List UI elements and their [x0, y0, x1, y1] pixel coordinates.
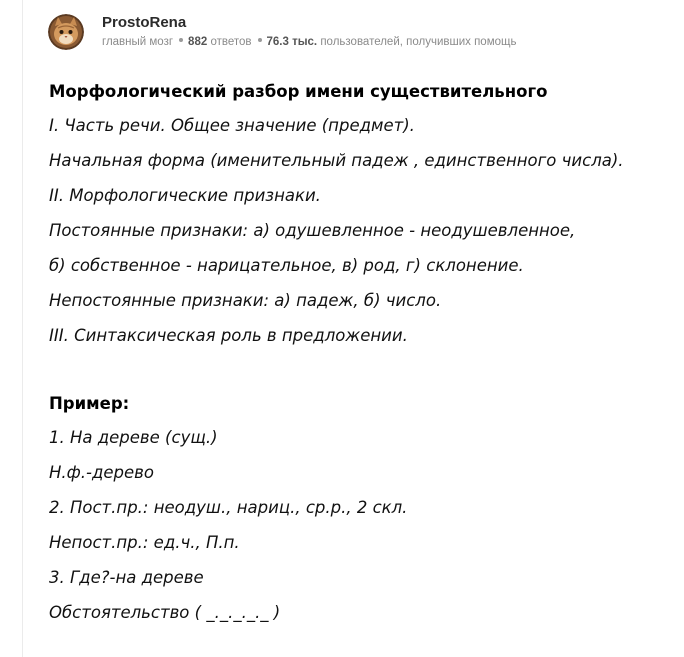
helped-count: 76.3 тыс.: [266, 35, 318, 48]
example-line: 2. Пост.пр.: неодуш., нариц., ср.р., 2 скл.: [49, 498, 408, 517]
example-line: Непост.пр.: ед.ч., П.п.: [49, 533, 240, 552]
answer-heading: Морфологический разбор имени существительного: [49, 82, 548, 101]
separator-dot: [179, 38, 183, 42]
separator-dot: [258, 38, 262, 42]
answer-author-header: [48, 14, 516, 50]
answers-count: 882: [188, 35, 208, 48]
author-rank: главный мозг: [102, 35, 174, 48]
answer-body: [49, 76, 669, 630]
answer-line: III. Синтаксическая роль в предложении.: [49, 326, 408, 345]
example-line: Н.ф.-дерево: [49, 463, 154, 482]
avatar[interactable]: [48, 14, 84, 50]
example-line: 1. На дереве (сущ.): [49, 428, 218, 447]
answer-line: Начальная форма (именительный падеж , единственного числа).: [49, 151, 624, 170]
answer-line: б) собственное - нарицательное, в) род, г) склонение.: [49, 256, 524, 275]
answer-line: Постоянные признаки: а) одушевленное - неодушевленное,: [49, 221, 576, 240]
helped-label: пользователей, получивших помощь: [320, 35, 517, 48]
author-stats: [102, 34, 516, 50]
example-heading: Пример:: [49, 394, 130, 413]
content-divider: [22, 0, 23, 657]
author-name[interactable]: ProstoRena: [102, 13, 187, 31]
answers-label: ответов: [210, 35, 252, 48]
paragraph-gap: [49, 353, 669, 388]
answer-line: I. Часть речи. Общее значение (предмет).: [49, 116, 415, 135]
example-line: 3. Где?-на дереве: [49, 568, 204, 587]
answer-line: II. Морфологические признаки.: [49, 186, 321, 205]
answer-line: Непостоянные признаки: а) падеж, б) число.: [49, 291, 442, 310]
cat-avatar-icon: [48, 14, 84, 50]
example-line: Обстоятельство ( _._._._._ ): [49, 603, 281, 622]
